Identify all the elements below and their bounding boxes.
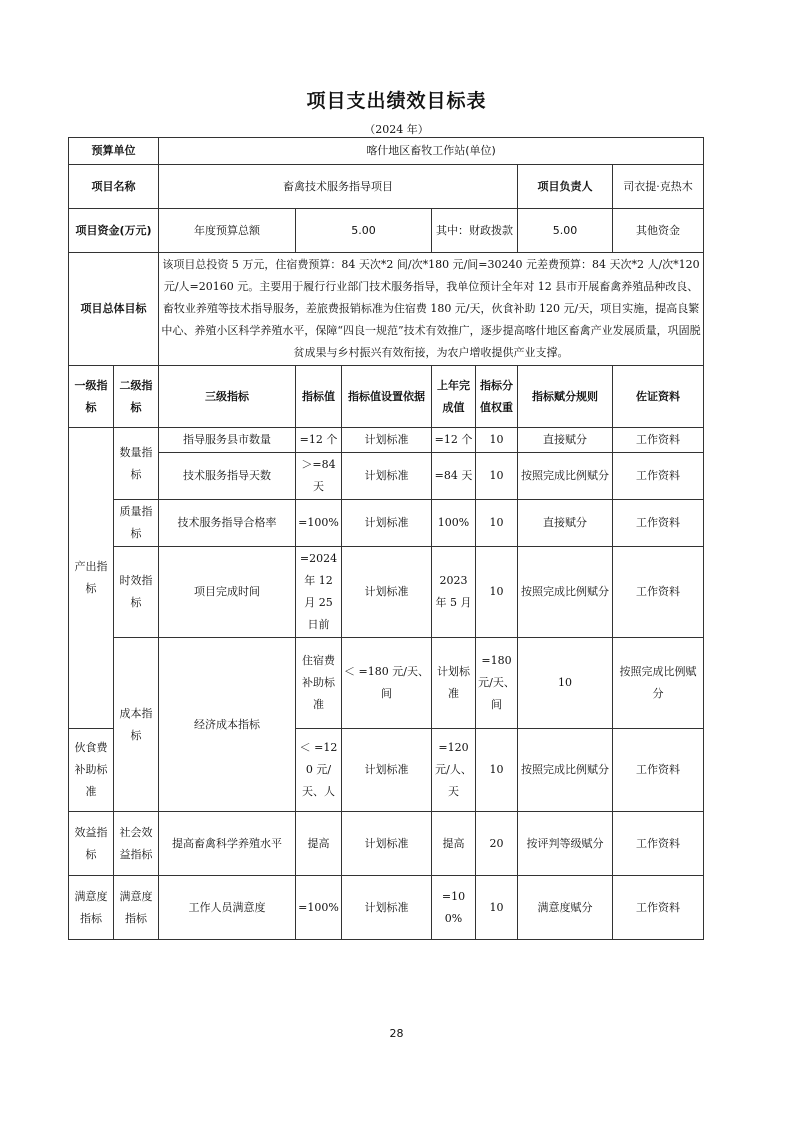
row-last-year: 100% (432, 500, 476, 547)
header-last-year: 上年完成值 (432, 366, 476, 428)
project-owner-label: 项目负责人 (518, 165, 613, 209)
year-subtitle: （2024 年） (364, 123, 429, 136)
page-number: 28 (389, 1027, 404, 1040)
fiscal-funds-label: 其中：财政拨款 (432, 209, 518, 253)
level1-output: 产出指标 (69, 428, 114, 729)
table-row (69, 876, 704, 940)
row-indicator: 技术服务指导天数 (159, 453, 296, 500)
row-indicator: 技术服务指导合格率 (159, 500, 296, 547)
row-last-year: =84 天 (432, 453, 476, 500)
table-row (69, 453, 704, 500)
row-basis: 计划标准 (432, 638, 476, 729)
table-row (69, 812, 704, 876)
row-rule: 按照完成比例赋分 (518, 453, 613, 500)
row-rule: 直接赋分 (518, 428, 613, 453)
header-evidence: 佐证资料 (613, 366, 704, 428)
header-basis: 指标值设置依据 (342, 366, 432, 428)
level1-satisfaction: 满意度指标 (69, 876, 114, 940)
row-indicator: 住宿费补助标准 (296, 638, 342, 729)
level2-quality: 质量指标 (114, 500, 159, 547)
project-name-value: 畜禽技术服务指导项目 (159, 165, 518, 209)
table-row (69, 638, 704, 729)
row-evidence: 工作资料 (613, 547, 704, 638)
header-level1: 一级指标 (69, 366, 114, 428)
row-evidence: 工作资料 (613, 428, 704, 453)
level2-quantity: 数量指标 (114, 428, 159, 500)
level2-satisfaction: 满意度指标 (114, 876, 159, 940)
fiscal-funds-value: 5.00 (518, 209, 613, 253)
row-evidence: 工作资料 (613, 729, 704, 812)
row-evidence: 工作资料 (613, 812, 704, 876)
row-basis: 计划标准 (342, 428, 432, 453)
level1-benefit: 效益指标 (69, 812, 114, 876)
row-indicator: 工作人员满意度 (159, 876, 296, 940)
header-level3: 三级指标 (159, 366, 296, 428)
other-funds-label: 其他资金 (613, 209, 704, 253)
row-last-year: =100% (432, 876, 476, 940)
project-owner-value: 司衣提·克热木 (613, 165, 704, 209)
row-value: ＜ =120 元/天、人 (296, 729, 342, 812)
table-row (69, 547, 704, 638)
annual-budget-label: 年度预算总额 (159, 209, 296, 253)
row-basis: 计划标准 (342, 547, 432, 638)
annual-budget-value: 5.00 (296, 209, 432, 253)
row-weight: 10 (476, 876, 518, 940)
overall-goal-text: 该项目总投资 5 万元，住宿费预算：84 天次*2 间/次*180 元/间=30240 元差费预算：84 天次*2 人/次*120 元/人=20160 元。主要用于履行行业部门技术服务指导，我单位预计全年对 12 县市开展畜禽养殖品种改良、畜牧业养殖等技术指导服务，差旅费报销标准为住宿费 180 元/天，伙食补助 120 元/天，项目实施，提高良繁中心、养殖小区科学养殖水平，保障“四良一规范”技术有效推广，逐步提高喀什地区畜禽产业发展质量，巩固脱贫成果与乡村振兴有效衔接，为农户增收提供产业支撑。 (159, 253, 704, 366)
performance-table (68, 137, 704, 940)
overall-goal-label: 项目总体目标 (69, 253, 159, 366)
row-rule: 满意度赋分 (518, 876, 613, 940)
header-rule: 指标赋分规则 (518, 366, 613, 428)
row-weight: 10 (476, 428, 518, 453)
row-weight: 20 (476, 812, 518, 876)
row-value: =2024 年 12 月 25 日前 (296, 547, 342, 638)
row-last-year: =12 个 (432, 428, 476, 453)
header-level2: 二级指标 (114, 366, 159, 428)
row-basis: 计划标准 (342, 500, 432, 547)
funds-label: 项目资金(万元) (69, 209, 159, 253)
header-weight: 指标分值权重 (476, 366, 518, 428)
row-weight: 10 (518, 638, 613, 729)
row-weight: 10 (476, 547, 518, 638)
row-value: 提高 (296, 812, 342, 876)
row-indicator: 提高畜禽科学养殖水平 (159, 812, 296, 876)
budget-unit-label: 预算单位 (69, 138, 159, 165)
row-rule: 按照完成比例赋分 (613, 638, 704, 729)
level2-timeliness: 时效指标 (114, 547, 159, 638)
row-rule: 按评判等级赋分 (518, 812, 613, 876)
header-value: 指标值 (296, 366, 342, 428)
row-basis: 计划标准 (342, 729, 432, 812)
table-row (69, 428, 704, 453)
row-evidence: 工作资料 (613, 453, 704, 500)
row-value: =100% (296, 500, 342, 547)
level1-cost: 成本指标 (114, 638, 159, 812)
budget-unit-value: 喀什地区畜牧工作站(单位) (159, 138, 704, 165)
row-last-year: =180 元/天、间 (476, 638, 518, 729)
row-value: ＞=84 天 (296, 453, 342, 500)
row-rule: 按照完成比例赋分 (518, 729, 613, 812)
row-basis: 计划标准 (342, 876, 432, 940)
row-indicator: 指导服务县市数量 (159, 428, 296, 453)
row-evidence: 工作资料 (613, 500, 704, 547)
row-value: ＜ =180 元/天、间 (342, 638, 432, 729)
row-evidence: 工作资料 (613, 876, 704, 940)
table-row (69, 500, 704, 547)
row-weight: 10 (476, 729, 518, 812)
level2-economic: 经济成本指标 (159, 638, 296, 812)
row-basis: 计划标准 (342, 453, 432, 500)
row-rule: 按照完成比例赋分 (518, 547, 613, 638)
row-weight: 10 (476, 453, 518, 500)
level2-social: 社会效益指标 (114, 812, 159, 876)
row-weight: 10 (476, 500, 518, 547)
row-basis: 计划标准 (342, 812, 432, 876)
row-indicator: 项目完成时间 (159, 547, 296, 638)
row-rule: 直接赋分 (518, 500, 613, 547)
row-last-year: 提高 (432, 812, 476, 876)
row-last-year: 2023 年 5 月 (432, 547, 476, 638)
row-indicator: 伙食费补助标准 (69, 729, 114, 812)
row-value: =12 个 (296, 428, 342, 453)
page-title: 项目支出绩效目标表 (306, 90, 487, 112)
row-value: =100% (296, 876, 342, 940)
project-name-label: 项目名称 (69, 165, 159, 209)
row-last-year: =120 元/人、天 (432, 729, 476, 812)
